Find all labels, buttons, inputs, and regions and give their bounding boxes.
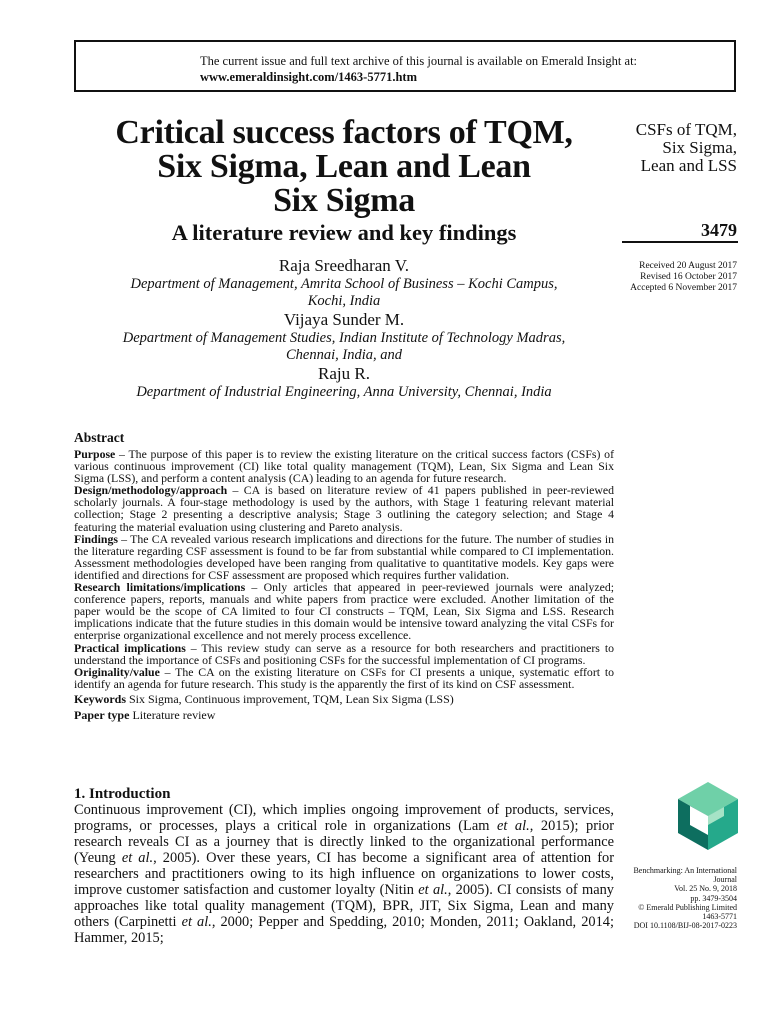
journal-name: Benchmarking: An International: [633, 866, 737, 875]
abstract-section-text: – Only articles that appeared in peer-reviewed journals were analyzed; conference papers, reports, manuals and white papers from practice were excluded. Another limitation of the paper would be the scope of CA limited to four CI constructs – TQM, Lean, Six Sigma and LSS. Research implications indicate that the future studies in this domain would be intensive toward analyzing the vital CSFs for enterprise organizational excellence and not merely process excellence.: [74, 580, 614, 643]
keywords-label: Keywords: [74, 691, 126, 706]
introduction-heading: 1. Introduction: [74, 786, 171, 802]
abstract-section-label: Purpose: [74, 447, 116, 461]
keywords-text: Six Sigma, Continuous improvement, TQM, Lean Six Sigma (LSS): [126, 691, 454, 706]
intro-text-run: , 2005). CI consists of many approaches like total quality management (TQM), BPR, JIT, Six Sigma, Lean and many others (Carpinetti: [74, 882, 614, 930]
abstract-paragraph: [74, 666, 614, 690]
author-name: Raja Sreedharan V.: [278, 256, 410, 275]
keywords-line: [74, 691, 614, 707]
paper-type-line: [74, 707, 614, 723]
emerald-logo-icon: [676, 780, 740, 852]
citation-et-al: et al.: [418, 882, 448, 898]
paper-type-label: Paper type: [74, 707, 130, 722]
title-line: Six Sigma, Lean and Lean: [157, 148, 531, 185]
abstract-paragraph: [74, 448, 614, 484]
author-affiliation: Department of Management, Amrita School of Business – Kochi Campus,: [130, 276, 558, 292]
article-subtitle: A literature review and key findings: [171, 220, 517, 245]
running-title: [636, 121, 737, 175]
journal-name: Journal: [713, 875, 737, 885]
abstract-paragraph: [74, 484, 614, 532]
abstract-section-text: – The CA revealed various research implications and directions for the future. The number of studies in the literature regarding CSF assessment is found to be far from substantial while compared to CI implementation. Assessment methodologies developed have been ranging from qualitative to quantitative models. Key gaps were identified and directions for CSF assessment are proposed which requires further validation.: [74, 531, 614, 582]
intro-text-run: , 2005). Over these years, CI has become a significant area of attention for researchers and practitioners owing to its high influence on organizations to lower costs, improve customer satisfaction and customer loyalty (Nitin: [74, 850, 614, 898]
author-affiliation: Department of Management Studies, Indian Institute of Technology Madras,: [122, 330, 566, 346]
citation-et-al: et al.: [496, 818, 530, 834]
revised-date: Revised 16 October 2017: [640, 272, 737, 282]
author-affiliation: Department of Industrial Engineering, Anna University, Chennai, India: [136, 384, 552, 400]
author-affiliation: Kochi, India: [307, 293, 381, 309]
archive-url-link[interactable]: www.emeraldinsight.com/1463-5771.htm: [200, 70, 417, 84]
received-date: Received 20 August 2017: [639, 261, 737, 271]
introduction-paragraph: [74, 802, 614, 946]
author-affiliation: Chennai, India, and: [286, 347, 402, 363]
archive-notice-text: The current issue and full text archive of this journal is available on Emerald Insight at:: [200, 54, 638, 68]
accepted-date: Accepted 6 November 2017: [630, 283, 737, 293]
running-title-line: Six Sigma,: [662, 138, 737, 157]
abstract-paragraph: [74, 642, 614, 666]
abstract-section-label: Originality/value: [74, 664, 160, 679]
intro-text-run: , 2015); prior research reveals CI as a journey that is directly linked to the organizational performance (Yeung: [74, 818, 614, 866]
abstract-section-text: – This review study can serve as a resource for both researchers and practitioners to understand the importance of CSFs and positioning CSFs for the successful implementation of CI programs.: [74, 640, 614, 667]
running-title-line: CSFs of TQM,: [635, 120, 737, 139]
publisher: © Emerald Publishing Limited: [638, 902, 737, 912]
intro-text-run: , 2000; Pepper and Spedding, 2010; Monden, 2011; Oakland, 2014; Hammer, 2015;: [74, 914, 614, 946]
journal-volume: Vol. 25 No. 9, 2018: [674, 884, 737, 894]
author-list: [74, 256, 614, 401]
abstract-section: [74, 430, 614, 723]
page-number: 3479: [701, 220, 737, 240]
abstract-section-text: – The purpose of this paper is to review the existing literature on the critical success factors (CSFs) of various continuous improvement (CI) like total quality management (TQM), Lean, Six Sigma and Lean Six Sigma (LSS), and perform a content analysis (CA) leading to an agenda for future research.: [74, 447, 614, 486]
abstract-heading: Abstract: [74, 430, 125, 445]
abstract-section-label: Practical implications: [74, 640, 186, 655]
submission-dates: [630, 261, 737, 294]
doi: DOI 10.1108/BIJ-08-2017-0223: [633, 921, 737, 931]
journal-pages: pp. 3479-3504: [690, 893, 737, 903]
intro-text-run: Continuous improvement (CI), which implies ongoing improvement of products, services, programs, or processes, plays a critical role in organizations (Lam: [74, 802, 614, 834]
abstract-section-text: – The CA on the existing literature on CSFs for CI presents a unique, systematic effort to identify an agenda for future research. This study is the apparently the first of its kind on CSF assessment.: [74, 664, 614, 691]
citation-et-al: et al.: [121, 850, 154, 866]
journal-info: [617, 866, 737, 930]
abstract-section-label: Findings: [74, 531, 118, 546]
running-title-line: Lean and LSS: [640, 156, 737, 175]
abstract-section-text: – CA is based on literature review of 41 papers published in peer-reviewed scholarly journals. A four-stage methodology is used by the authors, with Stage 1 featuring relevant material collection; Stage 2 presenting a descriptive analysis; Stage 3 outlining the category selection; and Stage 4 featuring the material evaluation using clustering and Pareto analysis.: [74, 483, 614, 534]
abstract-section-label: Research limitations/implications: [74, 580, 246, 595]
abstract-paragraph: [74, 581, 614, 641]
article-title: [74, 116, 614, 218]
abstract-body: [74, 448, 614, 690]
abstract-section-label: Design/methodology/approach: [74, 483, 228, 498]
archive-notice-box: [74, 40, 736, 92]
paper-type-text: Literature review: [129, 707, 216, 722]
abstract-paragraph: [74, 533, 614, 581]
page-number-rule: [622, 241, 738, 243]
author-name: Raju R.: [318, 364, 370, 383]
title-line: Six Sigma: [273, 182, 415, 219]
author-name: Vijaya Sunder M.: [283, 310, 405, 329]
title-line: Critical success factors of TQM,: [115, 114, 573, 151]
issn: 1463-5771: [702, 912, 737, 922]
citation-et-al: et al.: [181, 914, 212, 930]
